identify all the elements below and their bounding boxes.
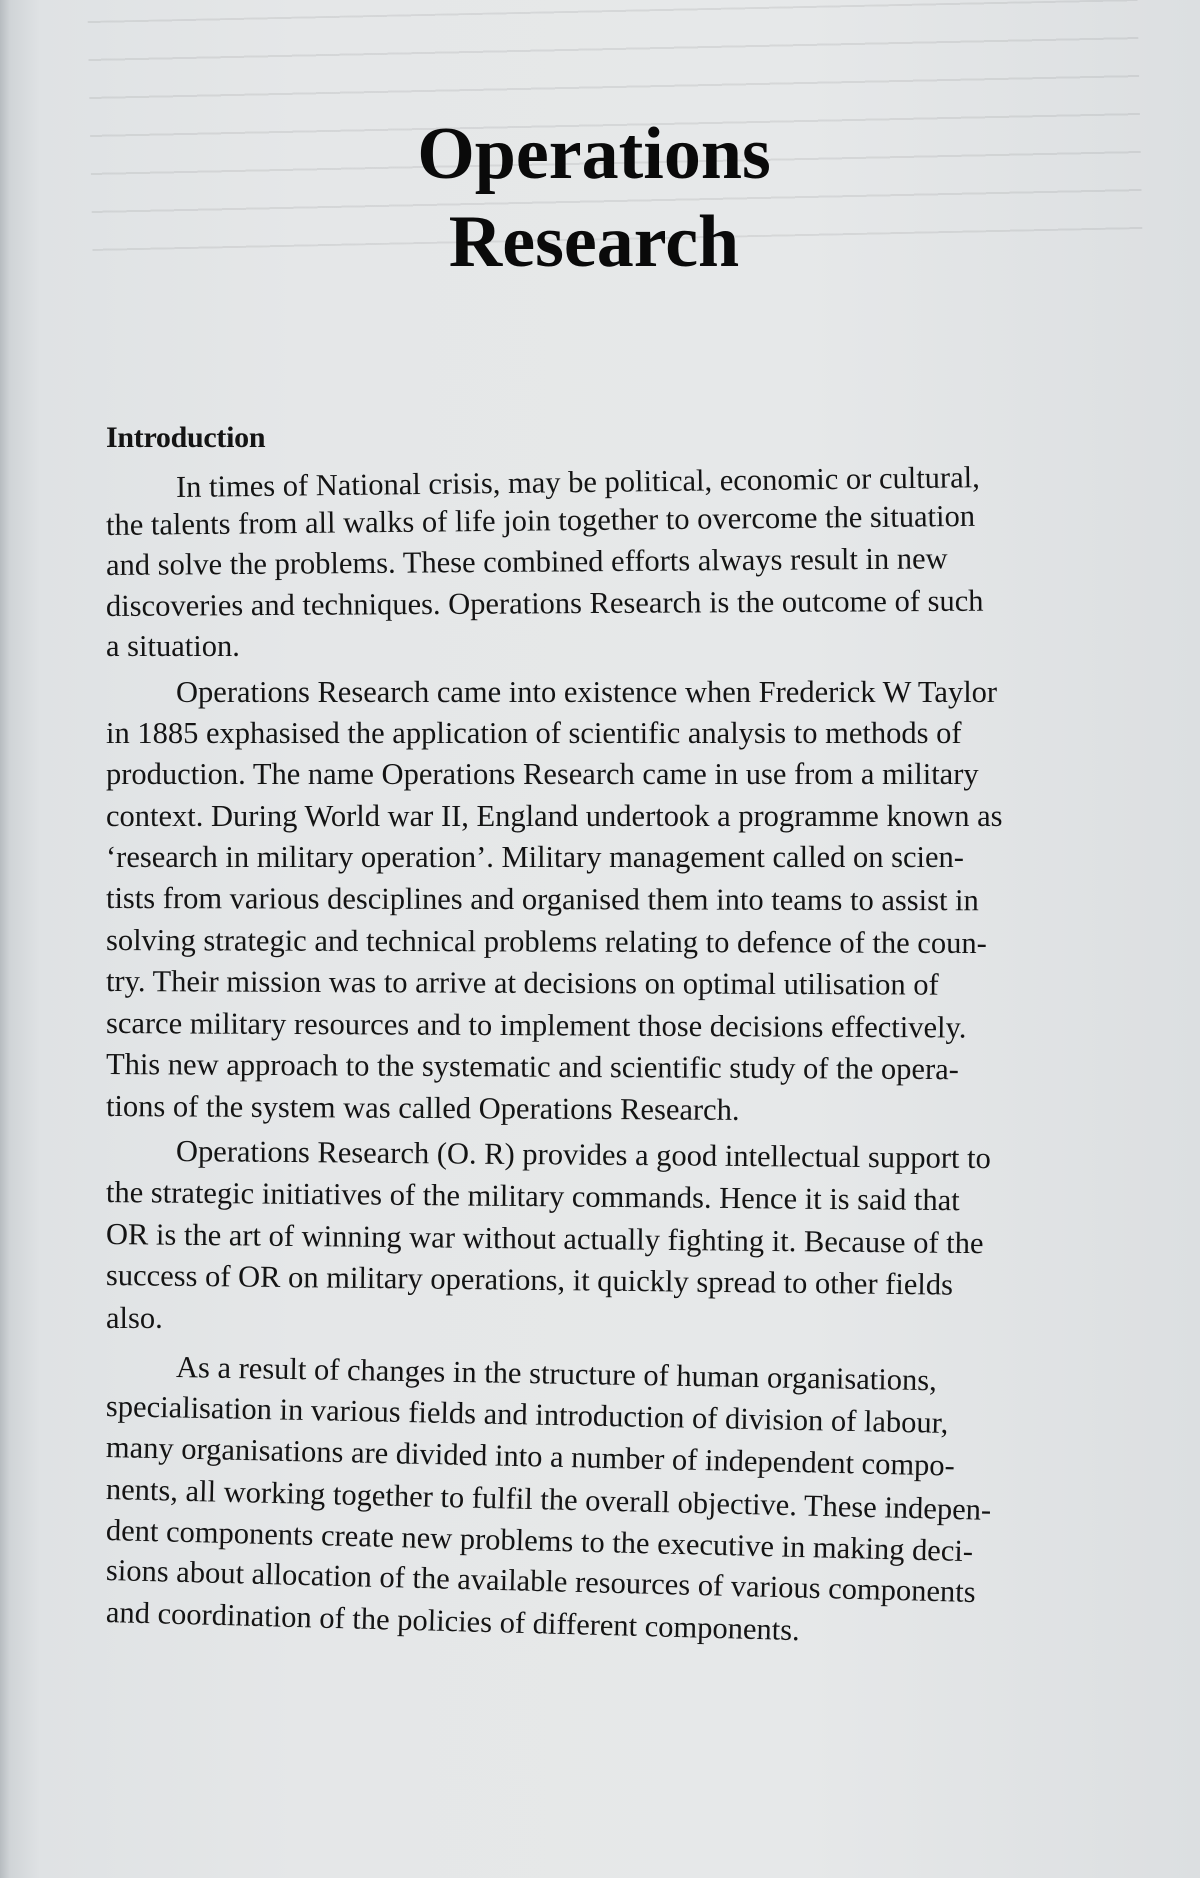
body-line: specialisation in various fields and introduction of division of labour, <box>105 1389 949 1440</box>
body-line: nents, all working together to fulfil the overall objective. These indepen- <box>105 1472 992 1527</box>
body-line: ‘research in military operation’. Military management called on scien- <box>106 840 964 874</box>
body-line: This new approach to the systematic and scientific study of the opera- <box>105 1047 959 1087</box>
body-line: discoveries and techniques. Operations Research is the outcome of such <box>105 583 984 623</box>
body-line: many organisations are divided into a number of independent compo- <box>105 1430 956 1483</box>
body-line: success of OR on military operations, it quickly spread to other fields <box>105 1258 954 1302</box>
chapter-title-line-2: Research <box>448 201 740 283</box>
body-line: production. The name Operations Research came in use from a military <box>106 757 979 791</box>
body-line: sions about allocation of the available resources of various components <box>105 1553 977 1610</box>
body-line: Operations Research came into existence when Frederick W Taylor <box>176 675 998 709</box>
body-line: tions of the system was called Operations Research. <box>105 1089 740 1127</box>
body-line: a situation. <box>106 629 240 663</box>
body-line: Operations Research (O. R) provides a good intellectual support to <box>175 1134 991 1176</box>
body-line: the strategic initiatives of the military commands. Hence it is said that <box>105 1175 960 1218</box>
body-line: also. <box>106 1301 163 1335</box>
body-line: and solve the problems. These combined efforts always result in new <box>105 541 948 582</box>
chapter-title-line-1: Operations <box>417 113 771 195</box>
body-line: As a result of changes in the structure of human organisations, <box>175 1350 938 1398</box>
body-line: the talents from all walks of life join together to overcome the situation <box>105 498 976 542</box>
body-line: tists from various desciplines and organised them into teams to assist in <box>105 881 979 918</box>
body-line: In times of National crisis, may be political, economic or cultural, <box>175 460 980 504</box>
body-line: OR is the art of winning war without actually fighting it. Because of the <box>105 1217 984 1261</box>
body-line: context. During World war II, England undertook a programme known as <box>106 799 1003 833</box>
section-heading: Introduction <box>106 421 266 454</box>
body-line: scarce military resources and to implement those decisions effectively. <box>105 1006 967 1045</box>
body-line: try. Their mission was to arrive at decisions on optimal utilisation of <box>105 964 939 1002</box>
body-line: and coordination of the policies of different components. <box>105 1595 801 1648</box>
body-line: solving strategic and technical problems relating to defence of the coun- <box>105 923 987 961</box>
body-line: dent components create new problems to the executive in making deci- <box>105 1513 974 1569</box>
body-line: in 1885 exphasised the application of scientific analysis to methods of <box>106 716 962 750</box>
